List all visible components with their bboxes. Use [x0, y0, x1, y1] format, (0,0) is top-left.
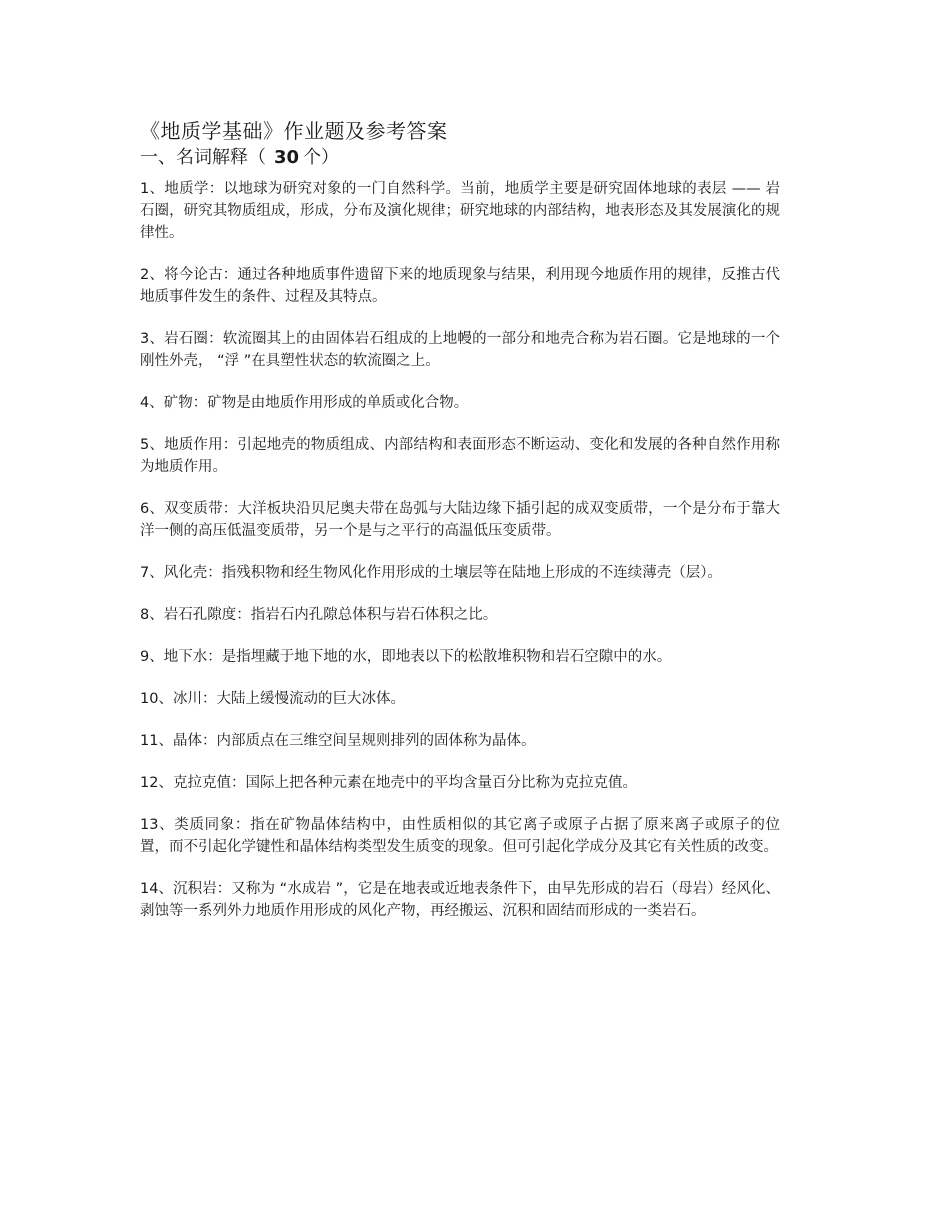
term-text: 地质作用：引起地壳的物质组成、内部结构和表面形态不断运动、变化和发展的各种自然作用称为地质作用。 — [140, 437, 781, 475]
term-item — [140, 772, 780, 794]
term-text: 岩石孔隙度：指岩石内孔隙总体积与岩石体积之比。 — [163, 607, 498, 623]
term-number: 6、 — [140, 501, 165, 517]
term-item — [140, 434, 780, 478]
term-item — [140, 646, 780, 668]
term-number: 4、 — [140, 395, 164, 411]
term-item — [140, 392, 780, 414]
term-number: 14、 — [140, 881, 174, 897]
section-count: 30 — [274, 147, 300, 168]
term-number: 1、 — [140, 181, 165, 197]
term-text: 类质同象：指在矿物晶体结构中，由性质相似的其它离子或原子占据了原来离子或原子的位置，而不引起化学键性和晶体结构类型发生质变的现象。但可引起化学成分及其它有关性质的改变。 — [140, 817, 781, 855]
term-number: 9、 — [140, 649, 164, 665]
term-list — [140, 178, 780, 922]
term-number: 13、 — [140, 817, 175, 833]
term-text: 岩石圈：软流圈其上的由固体岩石组成的上地幔的一部分和地壳合称为岩石圈。它是地球的一个刚性外壳， “浮 ”在具塑性状态的软流圈之上。 — [140, 331, 781, 369]
document-page — [140, 118, 780, 942]
term-item — [140, 688, 780, 710]
term-number: 10、 — [140, 691, 173, 707]
section-heading — [140, 146, 780, 170]
term-item — [140, 730, 780, 752]
term-number: 12、 — [140, 775, 173, 791]
term-item — [140, 604, 780, 626]
term-item — [140, 878, 780, 922]
term-item — [140, 814, 780, 858]
term-text: 将今论古：通过各种地质事件遗留下来的地质现象与结果，利用现今地质作用的规律，反推古代地质事件发生的条件、过程及其特点。 — [140, 267, 781, 305]
term-text: 双变质带：大洋板块沿贝尼奥夫带在岛弧与大陆边缘下插引起的成双变质带，一个是分布于靠大洋一侧的高压低温变质带，另一个是与之平行的高温低压变质带。 — [140, 501, 781, 539]
term-number: 5、 — [140, 437, 165, 453]
term-item — [140, 178, 780, 244]
term-number: 3、 — [140, 331, 165, 347]
term-text: 矿物：矿物是由地质作用形成的单质或化合物。 — [163, 395, 469, 411]
term-text: 风化壳：指残积物和经生物风化作用形成的土壤层等在陆地上形成的不连续薄壳（层）。 — [163, 565, 722, 581]
term-item — [140, 328, 780, 372]
term-text: 地质学：以地球为研究对象的一门自然科学。当前，地质学主要是研究固体地球的表层 —— 岩石圈，研究其物质组成，形成，分布及演化规律；研究地球的内部结构，地表形态及其发展演化的规律性。 — [140, 181, 780, 241]
term-number: 7、 — [140, 565, 164, 581]
term-item — [140, 264, 780, 308]
term-number: 11、 — [140, 733, 173, 749]
term-text: 沉积岩：又称为 “水成岩 ”，它是在地表或近地表条件下，由早先形成的岩石（母岩）经风化、剥蚀等一系列外力地质作用形成的风化产物，再经搬运、沉积和固结而形成的一类岩石。 — [140, 881, 780, 919]
term-number: 8、 — [140, 607, 164, 623]
section-suffix: 个） — [303, 147, 340, 168]
term-item — [140, 498, 780, 542]
term-text: 晶体：内部质点在三维空间呈规则排列的固体称为晶体。 — [172, 733, 536, 749]
document-title: 《地质学基础》作业题及参考答案 — [140, 119, 448, 143]
section-prefix: 一、名词解释（ — [140, 147, 266, 168]
term-number: 2、 — [140, 267, 165, 283]
term-text: 地下水：是指埋藏于地下地的水，即地表以下的松散堆积物和岩石空隙中的水。 — [163, 649, 672, 665]
term-item — [140, 562, 780, 584]
term-text: 冰川：大陆上缓慢流动的巨大冰体。 — [172, 691, 405, 707]
term-text: 克拉克值：国际上把各种元素在地壳中的平均含量百分比称为克拉克值。 — [172, 775, 637, 791]
